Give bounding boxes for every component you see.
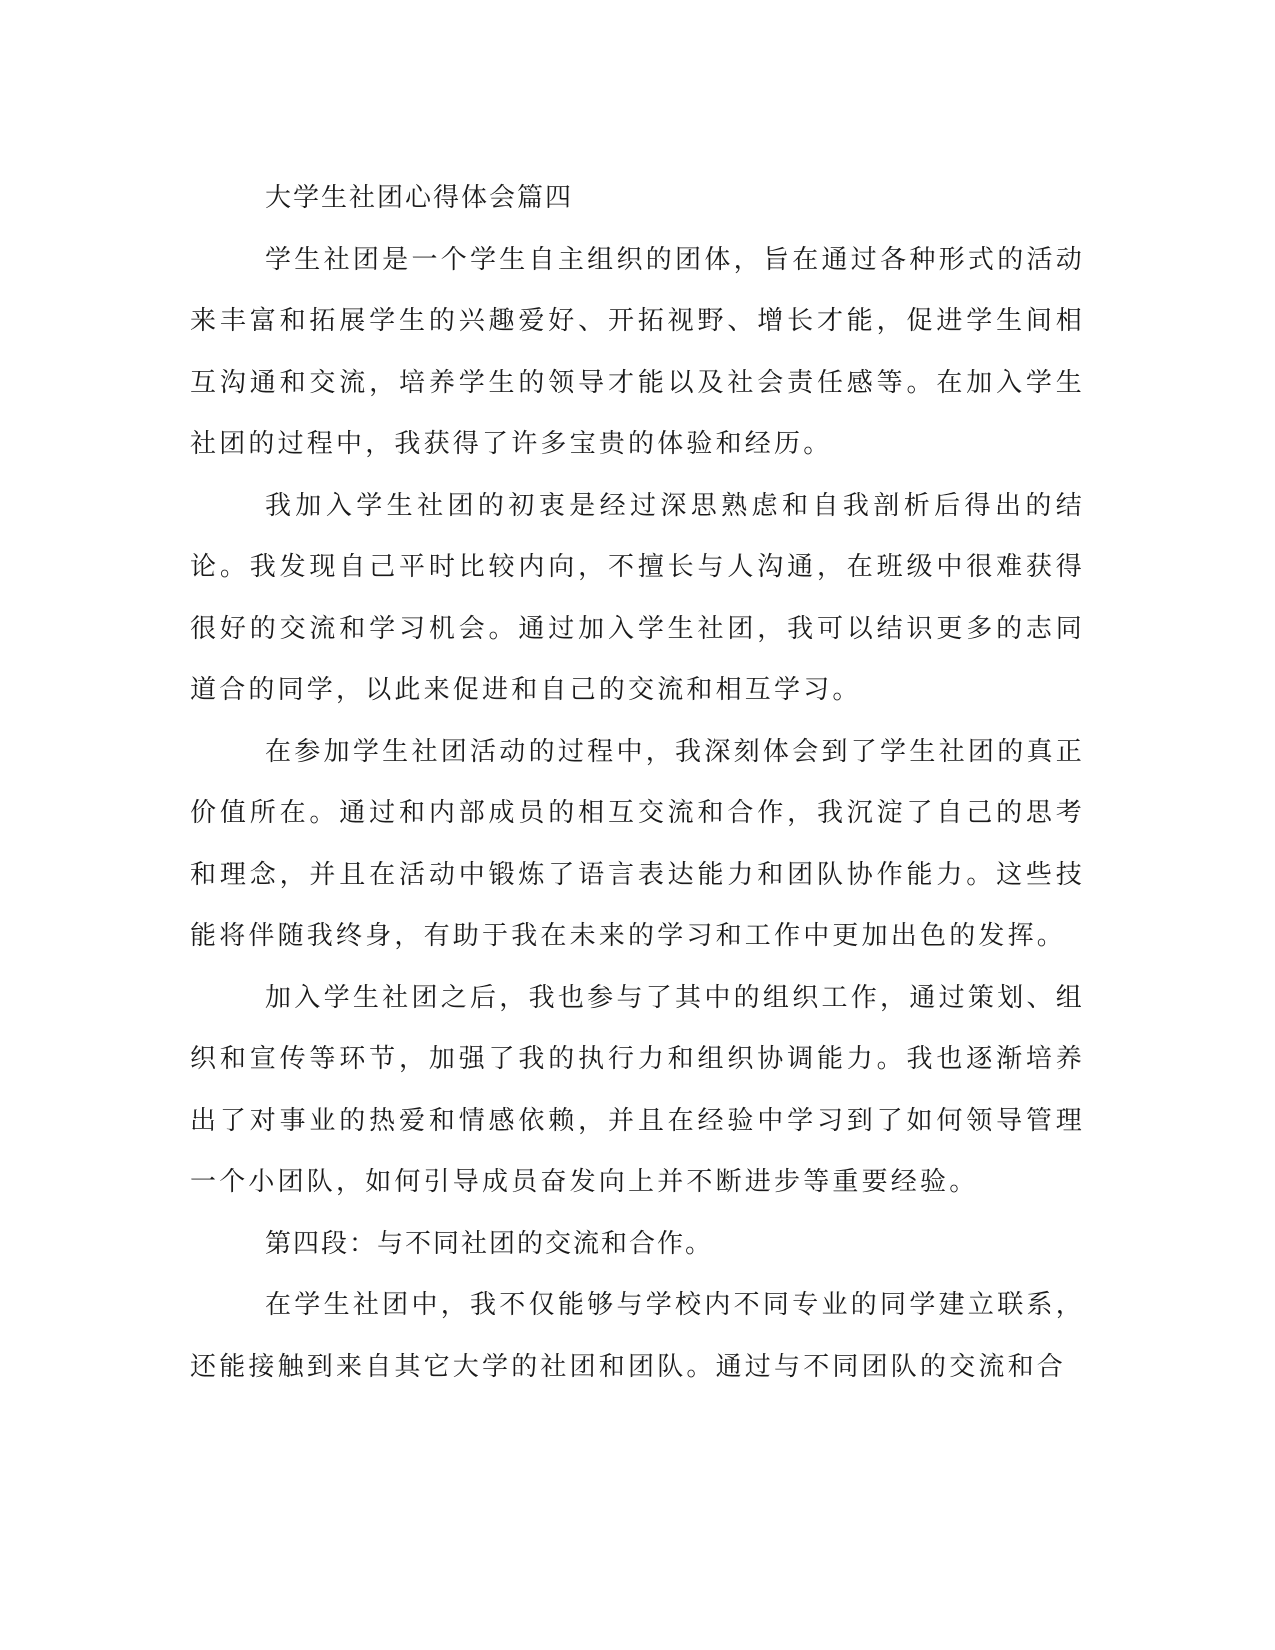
paragraph-1: 学生社团是一个学生自主组织的团体，旨在通过各种形式的活动来丰富和拓展学生的兴趣爱好、开拓视野、增长才能，促进学生间相互沟通和交流，培养学生的领导才能以及社会责任感等。在加入学生社团的过程中，我获得了许多宝贵的体验和经历。 [190,244,1085,459]
document-body [190,168,1085,1398]
document-title: 大学生社团心得体会篇四 [265,183,574,213]
paragraph-5: 在学生社团中，我不仅能够与学校内不同专业的同学建立联系，还能接触到来自其它大学的社团和团队。通过与不同团队的交流和合 [190,1290,1085,1382]
paragraph-4: 加入学生社团之后，我也参与了其中的组织工作，通过策划、组织和宣传等环节，加强了我的执行力和组织协调能力。我也逐渐培养出了对事业的热爱和情感依赖，并且在经验中学习到了如何领导管理一个小团队，如何引导成员奋发向上并不断进步等重要经验。 [190,982,1085,1197]
section-heading: 第四段：与不同社团的交流和合作。 [265,1228,714,1259]
paragraph-2: 我加入学生社团的初衷是经过深思熟虑和自我剖析后得出的结论。我发现自己平时比较内向，不擅长与人沟通，在班级中很难获得很好的交流和学习机会。通过加入学生社团，我可以结识更多的志同道合的同学，以此来促进和自己的交流和相互学习。 [190,490,1085,705]
paragraph-3: 在参加学生社团活动的过程中，我深刻体会到了学生社团的真正价值所在。通过和内部成员的相互交流和合作，我沉淀了自己的思考和理念，并且在活动中锻炼了语言表达能力和团队协作能力。这些技能将伴随我终身，有助于我在未来的学习和工作中更加出色的发挥。 [190,736,1085,951]
